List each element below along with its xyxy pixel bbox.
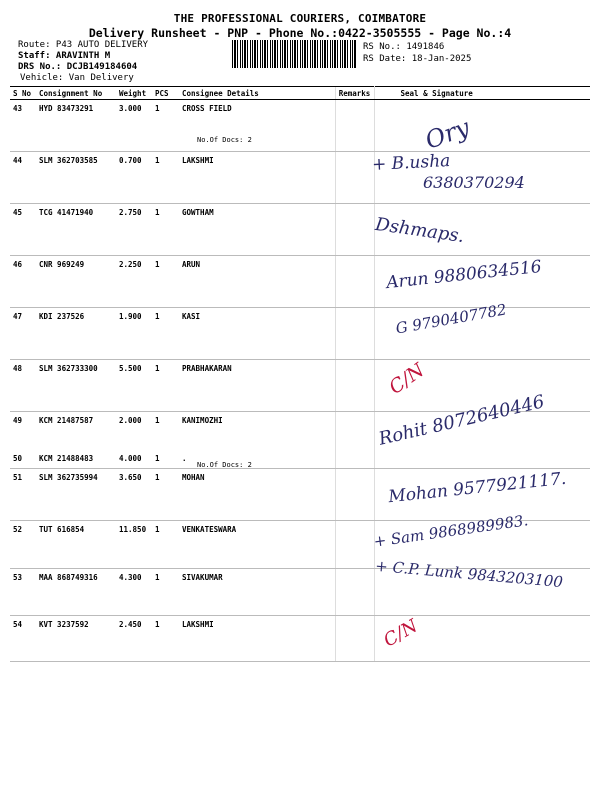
cell-consignee: [179, 569, 335, 616]
consignee-name: SIVAKUMAR: [182, 573, 223, 582]
cell-pcs: 1: [152, 204, 179, 256]
consignee-name: KANIMOZHI: [182, 416, 223, 425]
cell-remarks: [335, 412, 374, 450]
cell-remarks: [335, 360, 374, 412]
cell-pcs: 1: [152, 360, 179, 412]
cell-consignment: MAA 868749316: [36, 569, 116, 616]
cell-sno: 45: [10, 204, 36, 256]
cell-pcs: 1: [152, 100, 179, 152]
cell-sno: 52: [10, 521, 36, 569]
cell-consignee: [179, 412, 335, 450]
cell-remarks: [335, 450, 374, 469]
runsheet-subtitle: Delivery Runsheet - PNP - Phone No.:0422-3505555 - Page No.:4: [88, 26, 512, 40]
cell-pcs: 1: [152, 152, 179, 204]
cell-signature: [374, 450, 590, 469]
cell-sno: 49: [13, 416, 23, 425]
cell-consignment: SLM 362735994: [36, 469, 116, 521]
drs-number: DRS No.: DCJB149184604: [18, 62, 138, 72]
cell-sno: 47: [10, 308, 36, 360]
table-row: [10, 204, 590, 256]
table-header-row: [10, 87, 590, 100]
cell-consignment: KDI 237526: [36, 308, 116, 360]
col-remarks: Remarks: [335, 87, 374, 100]
cell-weight: 2.750: [116, 204, 152, 256]
cn-stamp: C/N: [385, 359, 429, 399]
cell-pcs: 1: [152, 469, 179, 521]
cell-consignment: SLM 362703585: [36, 152, 116, 204]
rs-date: RS Date: 18-Jan-2025: [363, 54, 472, 64]
cell-sno: 46: [10, 256, 36, 308]
cell-weight: 3.650: [116, 469, 152, 521]
cell-remarks: [335, 521, 374, 569]
cell-consignee: [179, 360, 335, 412]
cell-consignment: HYD 83473291: [36, 100, 116, 152]
signature-handwritten: + C.P. Lunk 9843203100: [374, 556, 564, 592]
cell-consignee: [179, 450, 335, 469]
signature-handwritten: + B.usha: [371, 150, 451, 176]
cell-consignment: TCG 41471940: [36, 204, 116, 256]
rs-number: RS No.: 1491846: [363, 42, 445, 52]
consignee-name: LAKSHMI: [182, 620, 214, 629]
cell-consignee: [179, 521, 335, 569]
cell-remarks: [335, 152, 374, 204]
col-pcs: PCS: [152, 87, 179, 100]
cell-sno: 53: [10, 569, 36, 616]
cell-consignee: [179, 100, 335, 152]
cell-weight: 3.000: [116, 100, 152, 152]
cell-remarks: [335, 100, 374, 152]
cell-consignee: [179, 616, 335, 662]
cell-consignee: [179, 152, 335, 204]
cell-sno: 44: [10, 152, 36, 204]
col-weight: Weight: [116, 87, 152, 100]
docs-count: No.Of Docs: 2: [197, 460, 252, 469]
barcode: [232, 40, 356, 68]
signature-handwritten: Dshmaps.: [373, 213, 466, 248]
cell-weight: 11.850: [116, 521, 152, 569]
cell-weight: 1.900: [116, 308, 152, 360]
cell-weight: 0.700: [116, 152, 152, 204]
signature-handwritten: Ory: [421, 113, 474, 155]
signature-handwritten: Mohan 9577921117.: [387, 468, 568, 508]
signature-handwritten: + Sam 9868989983.: [372, 511, 530, 551]
consignee-name: VENKATESWARA: [182, 525, 237, 534]
cell-consignee: [179, 308, 335, 360]
cell-pcs: 1: [152, 521, 179, 569]
cell-signature: [374, 100, 590, 152]
consignee-name: ARUN: [182, 260, 201, 269]
cn-stamp: C/N: [380, 615, 422, 652]
staff-label: Staff: ARAVINTH M: [18, 51, 111, 61]
cell-consignment: KCM 21488483: [36, 450, 116, 469]
cell-sno: 50: [10, 450, 36, 469]
consignee-name: CROSS FIELD: [182, 104, 232, 113]
consignee-name: PRABHAKARAN: [182, 364, 232, 373]
cell-sno: 51: [10, 469, 36, 521]
cell-pcs: 1: [152, 616, 179, 662]
cell-pcs: 1: [152, 308, 179, 360]
cell-pcs: 1: [155, 416, 160, 425]
vehicle-label: Vehicle: Van Delivery: [20, 73, 134, 83]
col-signature: Seal & Signature: [374, 87, 590, 100]
cell-weight: 4.300: [116, 569, 152, 616]
signature-handwritten: G 9790407782: [394, 300, 508, 338]
route-label: Route: P43 AUTO DELIVERY: [18, 40, 149, 50]
cell-remarks: [335, 469, 374, 521]
signature-phone: 6380370294: [423, 173, 525, 192]
table-row: [10, 616, 590, 662]
cell-remarks: [335, 256, 374, 308]
cell-pcs: 1: [152, 450, 179, 469]
cell-weight: 2.450: [116, 616, 152, 662]
cell-consignment: TUT 616854: [36, 521, 116, 569]
signature-handwritten: Rohit 8072640446: [376, 391, 547, 450]
cell-sno: 43: [10, 100, 36, 152]
consignee-name: KASI: [182, 312, 201, 321]
docs-count: No.Of Docs: 2: [197, 136, 252, 144]
cell-consignment: SLM 362733300: [36, 360, 116, 412]
cell-sno: 54: [10, 616, 36, 662]
cell-remarks: [335, 308, 374, 360]
cell-remarks: [335, 204, 374, 256]
cell-weight: 4.000: [116, 450, 152, 469]
cell-sno: 48: [10, 360, 36, 412]
table-row: [10, 100, 590, 152]
cell-pcs: 1: [152, 256, 179, 308]
cell-consignment: KVT 3237592: [36, 616, 116, 662]
cell-consignee: [179, 469, 335, 521]
cell-consignee: [179, 256, 335, 308]
cell-consignee: [179, 204, 335, 256]
col-consignment: Consignment No: [36, 87, 116, 100]
signature-handwritten: Arun 9880634516: [385, 256, 543, 294]
col-sno: S No: [10, 87, 36, 100]
consignee-name: .: [182, 453, 187, 463]
cell-remarks: [335, 569, 374, 616]
cell-weight: 2.250: [116, 256, 152, 308]
consignee-name: GOWTHAM: [182, 208, 214, 217]
cell-remarks: [335, 616, 374, 662]
table-row: [10, 450, 590, 469]
cell-weight: 2.000: [119, 416, 142, 425]
cell-pcs: 1: [152, 569, 179, 616]
cell-weight: 5.500: [116, 360, 152, 412]
cell-consignment: CNR 969249: [36, 256, 116, 308]
consignee-name: LAKSHMI: [182, 156, 214, 165]
cell-consignment: KCM 21487587: [39, 416, 94, 425]
consignee-name: MOHAN: [182, 473, 205, 482]
col-consignee: Consignee Details: [179, 87, 335, 100]
document-title: THE PROFESSIONAL COURIERS, COIMBATORE: [173, 12, 427, 25]
